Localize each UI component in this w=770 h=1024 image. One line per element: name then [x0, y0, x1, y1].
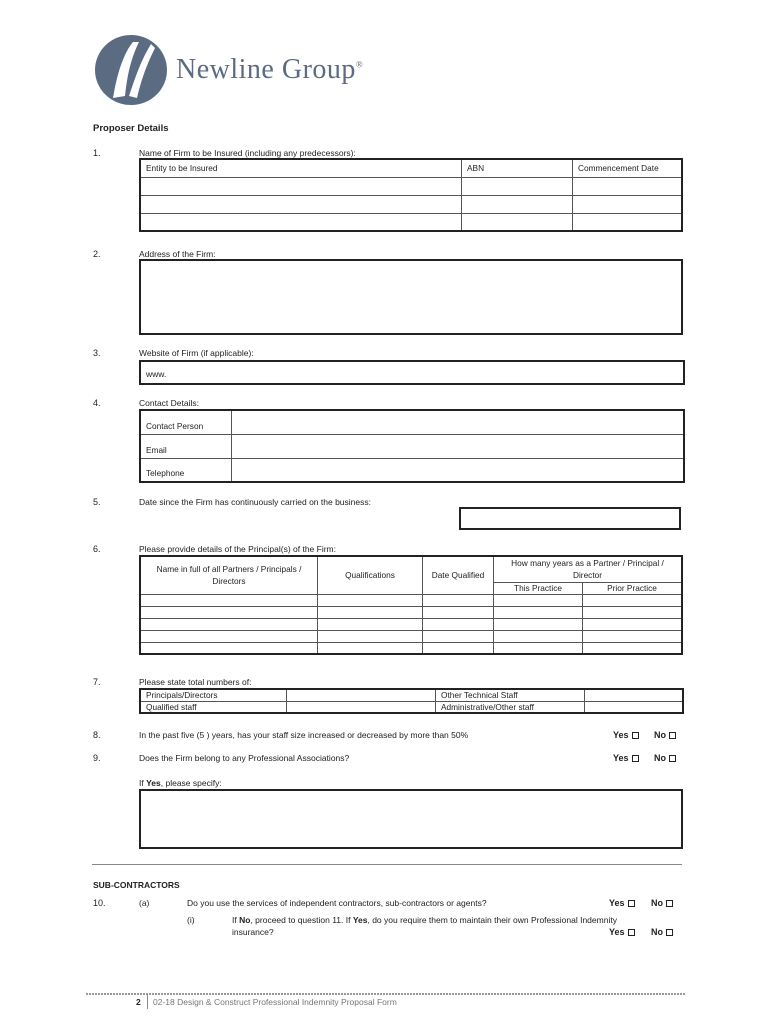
- principals-cell[interactable]: [583, 594, 683, 606]
- q4-label: Contact Details:: [139, 398, 199, 408]
- q1-col-abn: ABN: [462, 159, 573, 177]
- website-field[interactable]: [139, 360, 685, 385]
- principals-cell[interactable]: [140, 606, 318, 618]
- principals-col-name: Name in full of all Partners / Principals / Directors: [140, 556, 318, 594]
- q7-label: Please state total numbers of:: [139, 677, 252, 687]
- q1-cell[interactable]: [462, 195, 573, 213]
- checkbox-icon[interactable]: [666, 929, 673, 936]
- q5-number: 5.: [93, 497, 101, 507]
- telephone-label: Telephone: [140, 458, 232, 482]
- q1-cell[interactable]: [573, 177, 683, 195]
- principals-cell[interactable]: [583, 618, 683, 630]
- q8-no-option[interactable]: No: [654, 730, 676, 740]
- q1-cell[interactable]: [140, 195, 462, 213]
- q10i-yes-option[interactable]: Yes: [609, 927, 635, 937]
- q1-label: Name of Firm to be Insured (including any predecessors):: [139, 148, 356, 158]
- admin-staff-label: Administrative/Other staff: [436, 701, 585, 713]
- principals-cell[interactable]: [318, 630, 423, 642]
- q10i-marker: (i): [187, 915, 195, 925]
- q1-cell[interactable]: [140, 177, 462, 195]
- contact-table: [139, 409, 685, 483]
- email-field[interactable]: [232, 434, 685, 458]
- q10i-label-line2: insurance?: [232, 927, 274, 937]
- principals-cell[interactable]: [318, 618, 423, 630]
- q4-number: 4.: [93, 398, 101, 408]
- website-prefix: www.: [146, 369, 167, 379]
- principals-cell[interactable]: [318, 606, 423, 618]
- q5-label: Date since the Firm has continuously carried on the business:: [139, 497, 371, 507]
- q1-col-commencement: Commencement Date: [573, 159, 683, 177]
- principals-cell[interactable]: [494, 606, 583, 618]
- principals-cell[interactable]: [583, 630, 683, 642]
- q10a-yes-option[interactable]: Yes: [609, 898, 635, 908]
- principals-cell[interactable]: [318, 642, 423, 654]
- section-divider: [92, 864, 682, 865]
- q1-col-entity: Entity to be Insured: [140, 159, 462, 177]
- principals-cell[interactable]: [423, 606, 494, 618]
- q2-number: 2.: [93, 249, 101, 259]
- business-date-field[interactable]: [459, 507, 681, 530]
- contact-person-label: Contact Person: [140, 410, 232, 434]
- address-field[interactable]: [139, 259, 683, 335]
- associations-field[interactable]: [139, 789, 683, 849]
- principals-cell[interactable]: [140, 630, 318, 642]
- checkbox-icon[interactable]: [669, 732, 676, 739]
- q3-label: Website of Firm (if applicable):: [139, 348, 254, 358]
- q10a-label: Do you use the services of independent contractors, sub-contractors or agents?: [187, 898, 487, 908]
- principals-cell[interactable]: [140, 594, 318, 606]
- principals-col-qual: Qualifications: [318, 556, 423, 594]
- qualified-staff-label: Qualified staff: [140, 701, 287, 713]
- checkbox-icon[interactable]: [632, 732, 639, 739]
- q1-cell[interactable]: [462, 213, 573, 231]
- footer-separator: [147, 994, 148, 1009]
- q6-number: 6.: [93, 544, 101, 554]
- principals-col-years: How many years as a Partner / Principal / Director: [494, 556, 683, 582]
- q9-yes-option[interactable]: Yes: [613, 753, 639, 763]
- principals-cell[interactable]: [423, 594, 494, 606]
- checkbox-icon[interactable]: [666, 900, 673, 907]
- qualified-staff-field[interactable]: [287, 701, 436, 713]
- principals-col-prior: Prior Practice: [583, 582, 683, 594]
- q7-number: 7.: [93, 677, 101, 687]
- q8-yes-option[interactable]: Yes: [613, 730, 639, 740]
- checkbox-icon[interactable]: [628, 900, 635, 907]
- principals-cell[interactable]: [494, 630, 583, 642]
- q8-label: In the past five (5 ) years, has your staff size increased or decreased by more than 50%: [139, 730, 469, 740]
- technical-staff-field[interactable]: [585, 689, 684, 701]
- q9-number: 9.: [93, 753, 101, 763]
- page-number: 2: [136, 997, 141, 1007]
- subcontractors-title: SUB-CONTRACTORS: [93, 880, 180, 890]
- principals-col-date: Date Qualified: [423, 556, 494, 594]
- staff-table: [139, 688, 684, 714]
- q1-cell[interactable]: [573, 195, 683, 213]
- q10-number: 10.: [93, 898, 106, 908]
- brand-name: Newline Group®: [176, 54, 364, 85]
- q1-number: 1.: [93, 148, 101, 158]
- principals-cell[interactable]: [583, 606, 683, 618]
- q8-number: 8.: [93, 730, 101, 740]
- q10a-no-option[interactable]: No: [651, 898, 673, 908]
- principals-cell[interactable]: [494, 642, 583, 654]
- principals-cell[interactable]: [140, 618, 318, 630]
- principals-table: [139, 555, 683, 655]
- principals-cell[interactable]: [423, 642, 494, 654]
- checkbox-icon[interactable]: [628, 929, 635, 936]
- principals-col-this: This Practice: [494, 582, 583, 594]
- principals-cell[interactable]: [494, 594, 583, 606]
- q3-number: 3.: [93, 348, 101, 358]
- q2-label: Address of the Firm:: [139, 249, 216, 259]
- principals-cell[interactable]: [140, 642, 318, 654]
- checkbox-icon[interactable]: [632, 755, 639, 762]
- principals-count-label: Principals/Directors: [140, 689, 287, 701]
- contact-person-field[interactable]: [232, 410, 685, 434]
- principals-cell[interactable]: [494, 618, 583, 630]
- email-label: Email: [140, 434, 232, 458]
- admin-staff-field[interactable]: [585, 701, 684, 713]
- q10i-no-option[interactable]: No: [651, 927, 673, 937]
- principals-count-field[interactable]: [287, 689, 436, 701]
- telephone-field[interactable]: [232, 458, 685, 482]
- q1-table: [139, 158, 683, 232]
- q1-cell[interactable]: [462, 177, 573, 195]
- principals-cell[interactable]: [318, 594, 423, 606]
- principals-cell[interactable]: [423, 630, 494, 642]
- section-title: Proposer Details: [93, 123, 169, 134]
- if-yes-label: If Yes, please specify:: [139, 778, 222, 788]
- footer-divider: [86, 993, 686, 995]
- q9-no-option[interactable]: No: [654, 753, 676, 763]
- q10i-label: If No, proceed to question 11. If Yes, do you require them to maintain their own Professional Indemnity: [232, 915, 617, 925]
- q9-label: Does the Firm belong to any Professional Associations?: [139, 753, 350, 763]
- q10a-marker: (a): [139, 898, 150, 908]
- technical-staff-label: Other Technical Staff: [436, 689, 585, 701]
- q1-cell[interactable]: [573, 213, 683, 231]
- footer-text: 02-18 Design & Construct Professional Indemnity Proposal Form: [153, 997, 397, 1007]
- newline-logo-icon: [95, 34, 171, 106]
- checkbox-icon[interactable]: [669, 755, 676, 762]
- principals-cell[interactable]: [423, 618, 494, 630]
- principals-cell[interactable]: [583, 642, 683, 654]
- q1-cell[interactable]: [140, 213, 462, 231]
- q6-label: Please provide details of the Principal(s) of the Firm:: [139, 544, 337, 554]
